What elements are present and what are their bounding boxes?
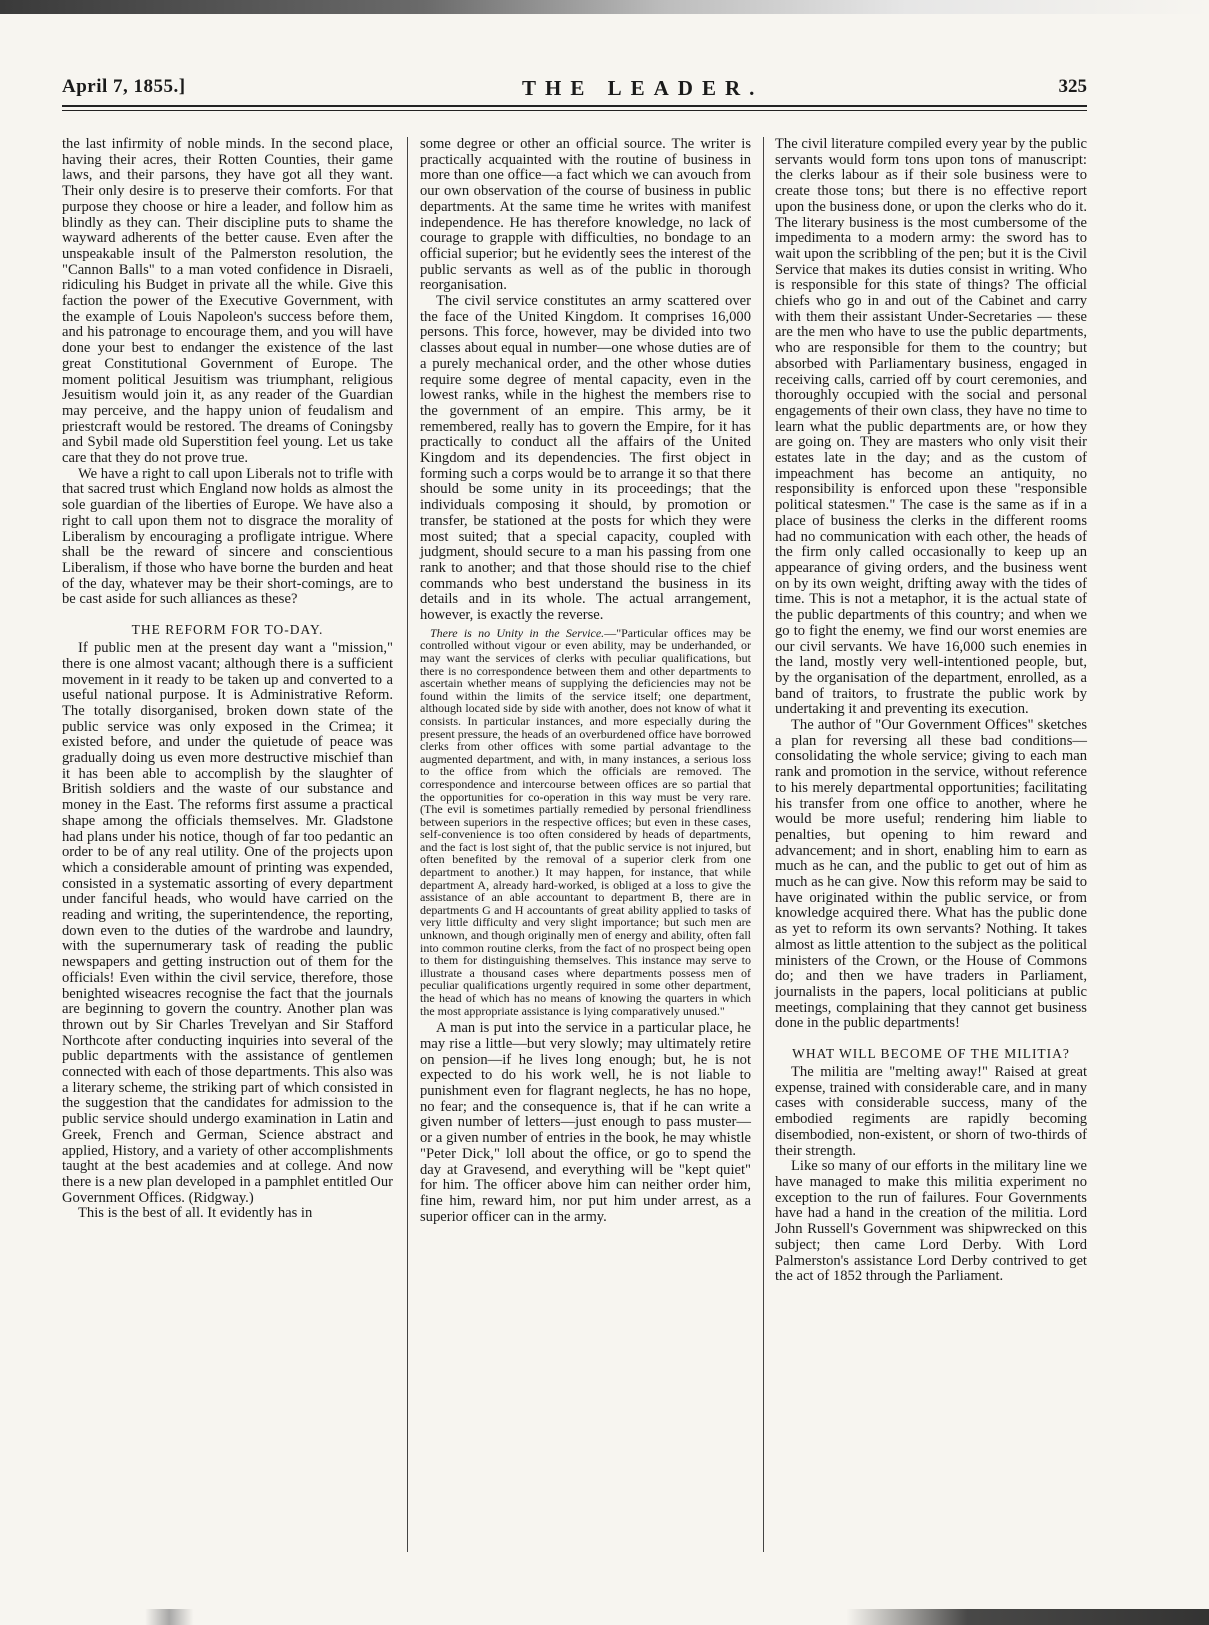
paragraph: The author of "Our Government Offices" sketches a plan for reversing all these bad conditions—consolidating the whole service; giving to each man rank and promotion in the service, without reference to his merely departmental opportunities; facilitating his transfer from one office to another, where he would be more useful; rendering him liable to penalties, but opening to him reward and advancement; and in short, enabling him to earn as much as he can, and the public to get out of him as much as he can give. Now this reform may be said to have originated within the public service, or from knowledge acquired there. What has the public done as yet to reform its own servants? Nothing. It takes almost as little attention to the subject as the political ministers of the Crown, or the House of Commons do; and then we have traders in Parliament, journalists in the papers, local politicians at public meetings, complaining that they cannot get business done in the public departments!	[775, 717, 1087, 1032]
column-3	[775, 137, 1087, 1285]
paragraph: some degree or other an official source. The writer is practically acquainted with the routine of business in more than one office—a fact which we can avouch from our own observation of the course of business in public departments. At the same time he writes with manifest independence. He has therefore knowledge, no lack of courage to grapple with difficulties, no bondage to an official superior; but he evidently sees the interest of the public servants as well as of the public in thorough reorganisation.	[420, 136, 751, 294]
paragraph: The militia are "melting away!" Raised at great expense, trained with considerable care, and in many cases with considerable success, many of the embodied regiments are rapidly becoming disembodied, non-existent, or shorn of two-thirds of their strength.	[775, 1064, 1087, 1159]
column-1	[62, 137, 393, 1222]
scan-edge-band-bottom	[0, 1609, 1209, 1625]
footnote	[420, 627, 751, 1017]
footnote-title: There is no Unity in the Service.	[430, 625, 605, 640]
column-divider	[407, 137, 408, 1552]
article-heading: THE REFORM FOR TO-DAY.	[131, 622, 324, 638]
paragraph: A man is put into the service in a particular place, he may rise a little—but very slowly; may ultimately retire on pension—if he lives long enough; but, he is not expected to do his work well, he is not liable to punishment even for flagrant neglects, he has no hope, no fear; and the consequence is, that if he can write a given number of letters—just enough to pass muster—or a given number of entries in the book, he may whistle "Peter Dick," loll about the office, or go to spend the day at Gravesend, and everything will be "kept quiet" for him. The officer above him can neither order him, fine him, reward him, nor put him under arrest, as a superior officer can in the army.	[420, 1020, 751, 1225]
newspaper-title: THE LEADER.	[522, 76, 764, 100]
masthead-rule-thin	[62, 110, 1087, 111]
footnote-body: —"Particular offices may be controlled without vigour or even ability, may be underhanded, or may want the services of clerks with peculiar qualifications, but there is no correspondence between them and other departments to ascertain whether means of supplying the deficiencies may not be found within the limits of the service itself; one department, although located side by side with another, does not know of what it consists. In particular instances, and more especially during the present pressure, the heads of an overburdened office have borrowed clerks from other offices with some partial advantage to the augmented department, and with, in many instances, a serious loss to the office from which the officials are removed. The correspondence and intercourse between offices are so partial that the opportunities for co-operation in this way must be very rare. (The evil is sometimes partially remedied by personal friendliness between superiors in the respective offices; but even in these cases, self-convenience is too often considered by heads of departments, and the fact is lost sight of, that the public service is not injured, but often benefited by the removal of a superior clerk from one department to another.) It may happen, for instance, that while department A, already hard-worked, is obliged at a loss to give the assistance of an able accountant to department B, there are in departments G and H accountants of great ability applied to tasks of very little difficulty and very slight importance; but such men are unknown, and though originally men of energy and ability, often fall into common routine clerks, from the fact of no prospect being open to them for distinguishing themselves. This instance may serve to illustrate a thousand cases where departments possess men of peculiar qualifications urgently required in some other department, the head of which has no means of knowing the quarters in which the most appropriate assistance is lying comparatively unused."	[420, 625, 751, 1018]
paragraph: If public men at the present day want a "mission," there is one almost vacant; although there is a sufficient movement in it ready to be taken up and converted to a useful national purpose. It is Administrative Reform. The totally disorganised, broken down state of the public service was only exposed in the Crimea; it existed before, and under the quietude of peace was gradually doing us even more destructive mischief than it has been able to accomplish by the slaughter of British soldiers and the waste of our substance and money in the East. The reforms first assume a practical shape among the officials themselves. Mr. Gladstone had plans under his notice, though of far too pedantic an order to be of any real utility. One of the projects upon which a considerable amount of printing was expended, consisted in a systematic assorting of every department under fanciful heads, who would have carried on the reading and writing, the superintendence, the reporting, down even to the duties of the wardrobe and laundry, with the supernumerary task of reading the public newspapers and getting instruction out of them for the officials! Even within the civil service, therefore, those benighted wiseacres recognise the fact that the journals are beginning to govern the country. Another plan was thrown out by Sir Charles Trevelyan and Sir Stafford Northcote after conducting inquiries into several of the public departments with the assistance of gentlemen connected with each of those departments. This also was a literary scheme, the striking part of which consisted in the suggestion that the candidates for admission to the public service should undergo examination in Latin and Greek, French and German, Science abstract and applied, History, and a variety of other accomplishments taught at the best academies and at college. And now there is a new plan developed in a pamphlet entitled Our Government Offices. (Ridgway.)	[62, 640, 393, 1206]
paragraph: We have a right to call upon Liberals not to trifle with that sacred trust which England now holds as almost the sole guardian of the liberties of Europe. We have also a right to call upon them not to disgrace the morality of Liberalism by encouraging a profligate intrigue. Where shall be the reward of sincere and conscientious Liberalism, if those who have borne the burden and heat of the day, whatever may be their short-comings, are to be cast aside for such alliances as these?	[62, 465, 393, 608]
column-2	[420, 137, 751, 1225]
page-number: 325	[1058, 76, 1087, 97]
paragraph: The civil literature compiled every year by the public servants would form tons upon tons of manuscript: the clerks labour as if their sole business were to create those tons; but there is no effective report upon the business done, or upon the clerks who do it. The literary business is the most cumbersome of the impedimenta to a modern army: the sword has to wait upon the scribbling of the pen; but it is the Civil Service that makes its duties consist in writing. Who is responsible for this state of things? The official chiefs who go in and out of the Cabinet and carry with them their assistant Under-Secretaries — these are the men who have to use the public departments, who are responsible for them to the country; but absorbed with Parliamentary business, engaged in receiving calls, carried off by court ceremonies, and thoroughly occupied with the social and personal engagements of their own class, they have no time to learn what the public departments are, or how they are going on. They are masters who only visit their estates late in the day; and as the custom of impeachment has become an antiquity, no responsibility is enforced upon these "responsible political statesmen." The case is the same as if in a place of business the clerks in the different rooms had no communication with each other, the heads of the firm only called occasionally to keep up an appearance of giving orders, and the business went on by its own weight, drifting away with the tides of time. This is not a metaphor, it is the actual state of the public departments of this country; and when we go to fight the enemy, we find our worst enemies are our civil servants. We have 16,000 such enemies in the land, mostly very well-intentioned people, but, by the organisation of the department, enrolled, as a band of traitors, to frustrate the public work by undertaking it and preventing its execution.	[775, 136, 1087, 718]
masthead	[62, 76, 1087, 102]
paragraph: the last infirmity of noble minds. In the second place, having their acres, their Rotten Counties, their game laws, and their parsons, they have got all they want. Their only desire is to preserve their comforts. For that purpose they choose or hire a leader, and follow him as blindly as they can. Their discipline puts to shame the wayward adherents of the better cause. Even after the unspeakable insult of the Palmerston resolution, the "Cannon Balls" to a man voted confidence in Disraeli, ridiculing his Budget in private all the while. Give this faction the power of the Executive Government, with the example of Louis Napoleon's success before them, and his patronage to encourage them, and you will have done your best to endanger the existence of the last great Constitutional Government of Europe. The moment political Jesuitism was triumphant, religious Jesuitism would join it, as any reader of the Guardian may perceive, and the happy union of feudalism and priestcraft would be restored. The dreams of Coningsby and Sybil made old Superstition feel young. Let us take care that they do not prove true.	[62, 136, 393, 467]
paragraph: The civil service constitutes an army scattered over the face of the United Kingdom. It comprises 16,000 persons. This force, however, may be divided into two classes about equal in number—one whose duties are of a purely mechanical order, and the other whose duties require some degree of mental capacity, even in the lowest ranks, while in the highest the members rise to the government of an empire. This army, be it remembered, really has to govern the Empire, for it has practically to conduct all the affairs of the United Kingdom and its dependencies. The first object in forming such a corps would be to arrange it so that there should be some unity in its proceedings; that the individuals composing it should, by promotion or transfer, be stationed at the posts for which they were most suited; that a special capacity, coupled with judgment, should secure to a man his passing from one rank to another; and that those should rise to the chief commands who best understand the business in its details and in its whole. The actual arrangement, however, is exactly the reverse.	[420, 293, 751, 624]
masthead-rule	[62, 105, 1087, 107]
paragraph: This is the best of all. It evidently has in	[78, 1205, 313, 1222]
scan-edge-band	[0, 0, 1209, 14]
paragraph: Like so many of our efforts in the military line we have managed to make this militia experiment no exception to the run of failures. Four Governments have had a hand in the creation of the militia. Lord John Russell's Government was shipwrecked on this subject; then came Lord Derby. With Lord Palmerston's assistance Lord Derby contrived to get the act of 1852 through the Parliament.	[775, 1158, 1087, 1285]
article-heading: WHAT WILL BECOME OF THE MILITIA?	[792, 1046, 1070, 1062]
issue-date: April 7, 1855.]	[62, 76, 186, 97]
column-divider	[763, 137, 764, 1552]
